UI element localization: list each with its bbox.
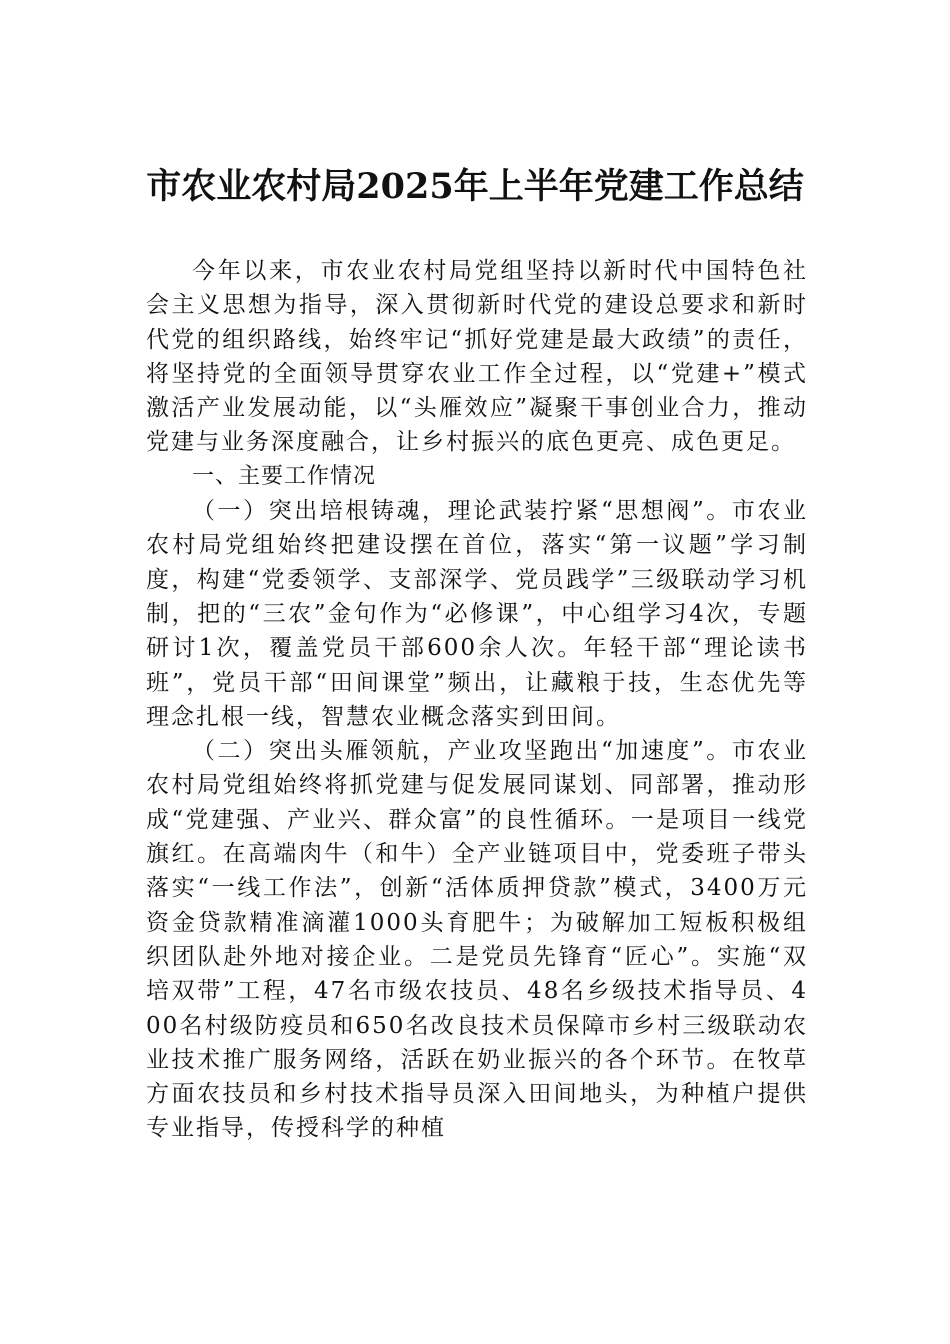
subsection-1-body: 市农业农村局党组始终把建设摆在首位，落实“第一议题”学习制度，构建“党委领学、支部深学、党员践学”三级联动学习机制，把的“三农”金句作为“必修课”，中心组学习4次，专题研讨1次，覆盖党员干部600余人次。年轻干部“理论读书班”，党员干部“田间课堂”频出，让藏粮于技，生态优先等理念扎根一线，智慧农业概念落实到田间。 [146, 498, 808, 730]
subsection-2-title: （二）突出头雁领航，产业攻坚跑出“加速度”。 [192, 738, 732, 765]
subsection-2-paragraph [146, 734, 808, 1146]
section-heading-main-work: 一、主要工作情况 [192, 463, 377, 489]
intro-paragraph: 今年以来，市农业农村局党组坚持以新时代中国特色社会主义思想为指导，深入贯彻新时代党的建设总要求和新时代党的组织路线，始终牢记“抓好党建是最大政绩”的责任，将坚持党的全面领导贯穿农业工作全过程，以“党建+”模式激活产业发展动能，以“头雁效应”凝聚干事创业合力，推动党建与业务深度融合，让乡村振兴的底色更亮、成色更足。 [146, 258, 808, 456]
subsection-1-title: （一）突出培根铸魂，理论武装拧紧“思想阀”。 [192, 498, 732, 525]
document-title: 市农业农村局2025年上半年党建工作总结 [146, 166, 804, 207]
document-body [146, 254, 808, 1146]
subsection-2-body: 市农业农村局党组始终将抓党建与促发展同谋划、同部署，推动形成“党建强、产业兴、群众富”的良性循环。一是项目一线党旗红。在高端肉牛（和牛）全产业链项目中，党委班子带头落实“一线工作法”，创新“活体质押贷款”模式，3400万元资金贷款精准滴灌1000头育肥牛；为破解加工短板积极组织团队赴外地对接企业。二是党员先锋育“匠心”。实施“双培双带”工程，47名市级农技员、48名乡级技术指导员、400名村级防疫员和650名改良技术员保障市乡村三级联动农业技术推广服务网络，活跃在奶业振兴的各个环节。在牧草方面农技员和乡村技术指导员深入田间地头，为种植户提供专业指导，传授科学的种植 [146, 738, 808, 1142]
subsection-1-paragraph [146, 494, 808, 734]
